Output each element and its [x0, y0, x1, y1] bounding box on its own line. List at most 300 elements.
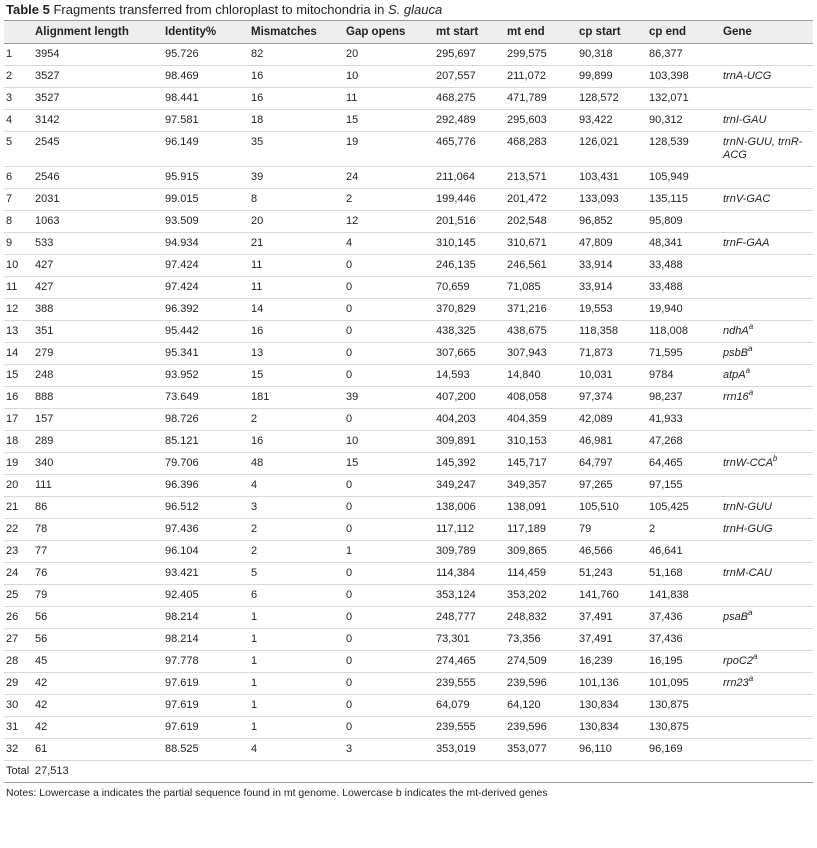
gap-opens-cell: 10 [344, 66, 434, 88]
empty-cell [249, 761, 344, 783]
identity-cell: 85.121 [163, 431, 249, 453]
mt-start-cell: 70,659 [434, 277, 505, 299]
gene-cell [721, 66, 813, 88]
mismatches-cell: 11 [249, 277, 344, 299]
mismatches-cell: 6 [249, 585, 344, 607]
mismatches-cell: 1 [249, 673, 344, 695]
gap-opens-cell: 19 [344, 132, 434, 167]
table-caption [4, 0, 813, 19]
mt-start-cell: 64,079 [434, 695, 505, 717]
total-value: 27,513 [33, 761, 163, 783]
cp-start-cell: 79 [577, 519, 647, 541]
identity-cell: 93.952 [163, 365, 249, 387]
mt-start-cell: 73,301 [434, 629, 505, 651]
mismatches-cell: 16 [249, 431, 344, 453]
mt-end-cell: 213,571 [505, 167, 577, 189]
mt-end-cell: 299,575 [505, 44, 577, 66]
gap-opens-header: Gap opens [344, 21, 434, 44]
gene-cell [721, 717, 813, 739]
identity-cell: 79.706 [163, 453, 249, 475]
table-row [4, 475, 813, 497]
row-number-cell: 25 [4, 585, 33, 607]
mt-end-cell: 371,216 [505, 299, 577, 321]
identity-cell: 96.392 [163, 299, 249, 321]
gap-opens-cell: 0 [344, 343, 434, 365]
empty-cell [721, 761, 813, 783]
mt-end-cell: 248,832 [505, 607, 577, 629]
identity-cell: 98.214 [163, 629, 249, 651]
mt-start-cell: 239,555 [434, 717, 505, 739]
table-row [4, 233, 813, 255]
identity-header: Identity% [163, 21, 249, 44]
table-row [4, 167, 813, 189]
identity-cell: 97.424 [163, 255, 249, 277]
table-notes: Notes: Lowercase a indicates the partial sequence found in mt genome. Lowercase b indicates the mt-derived genes [6, 787, 548, 799]
gene-name: trnI-GAU [723, 114, 767, 126]
table-header-row [4, 21, 813, 44]
row-number-cell: 24 [4, 563, 33, 585]
gap-opens-cell: 12 [344, 211, 434, 233]
row-number-cell: 3 [4, 88, 33, 110]
mismatches-cell: 1 [249, 651, 344, 673]
alignment-length-cell: 42 [33, 673, 163, 695]
alignment-length-cell: 2545 [33, 132, 163, 167]
gene-cell [721, 519, 813, 541]
cp-end-cell: 103,398 [647, 66, 721, 88]
table-row [4, 88, 813, 110]
gap-opens-cell: 0 [344, 563, 434, 585]
gene-cell [721, 167, 813, 189]
mismatches-cell: 13 [249, 343, 344, 365]
mt-end-cell: 404,359 [505, 409, 577, 431]
mt-end-cell: 14,840 [505, 365, 577, 387]
gene-cell [721, 44, 813, 66]
table-row [4, 453, 813, 475]
mt-start-header: mt start [434, 21, 505, 44]
table-row [4, 255, 813, 277]
row-number-cell: 7 [4, 189, 33, 211]
mt-start-cell: 114,384 [434, 563, 505, 585]
identity-cell: 97.424 [163, 277, 249, 299]
mt-end-cell: 239,596 [505, 717, 577, 739]
row-number-cell: 11 [4, 277, 33, 299]
cp-start-cell: 130,834 [577, 695, 647, 717]
row-number-header [4, 21, 33, 44]
cp-start-cell: 46,566 [577, 541, 647, 563]
mt-end-cell: 295,603 [505, 110, 577, 132]
table-row [4, 585, 813, 607]
gene-cell [721, 585, 813, 607]
identity-cell: 99.015 [163, 189, 249, 211]
alignment-length-cell: 56 [33, 629, 163, 651]
gene-cell [721, 453, 813, 475]
row-number-cell: 14 [4, 343, 33, 365]
gene-name: rpoC2 [723, 655, 753, 667]
cp-start-cell: 47,809 [577, 233, 647, 255]
alignment-length-cell: 42 [33, 717, 163, 739]
row-number-cell: 4 [4, 110, 33, 132]
identity-cell: 96.104 [163, 541, 249, 563]
footnote-marker: b [772, 454, 778, 463]
table-row [4, 387, 813, 409]
gap-opens-cell: 39 [344, 387, 434, 409]
cp-start-cell: 16,239 [577, 651, 647, 673]
gap-opens-cell: 0 [344, 717, 434, 739]
mt-end-cell: 145,717 [505, 453, 577, 475]
mt-start-cell: 309,789 [434, 541, 505, 563]
table-row [4, 211, 813, 233]
mt-start-cell: 310,145 [434, 233, 505, 255]
gene-cell [721, 365, 813, 387]
mismatches-cell: 4 [249, 739, 344, 761]
cp-end-cell: 118,008 [647, 321, 721, 343]
alignment-length-cell: 78 [33, 519, 163, 541]
table-body [4, 44, 813, 783]
mt-end-cell: 239,596 [505, 673, 577, 695]
alignment-length-cell: 157 [33, 409, 163, 431]
gene-name: trnA-UCG [723, 70, 772, 82]
empty-cell [505, 761, 577, 783]
empty-cell [577, 761, 647, 783]
gene-cell [721, 233, 813, 255]
gap-opens-cell: 10 [344, 431, 434, 453]
mt-start-cell: 207,557 [434, 66, 505, 88]
alignment-length-cell: 77 [33, 541, 163, 563]
cp-end-cell: 19,940 [647, 299, 721, 321]
footnote-marker: a [748, 322, 754, 331]
identity-cell: 98.441 [163, 88, 249, 110]
mt-end-cell: 274,509 [505, 651, 577, 673]
gene-cell [721, 88, 813, 110]
identity-cell: 93.421 [163, 563, 249, 585]
gap-opens-cell: 0 [344, 585, 434, 607]
mt-end-cell: 138,091 [505, 497, 577, 519]
mismatches-cell: 39 [249, 167, 344, 189]
identity-cell: 92.405 [163, 585, 249, 607]
cp-end-cell: 46,641 [647, 541, 721, 563]
cp-end-cell: 41,933 [647, 409, 721, 431]
mt-start-cell: 117,112 [434, 519, 505, 541]
cp-start-cell: 37,491 [577, 629, 647, 651]
gene-name: atpA [723, 369, 746, 381]
cp-start-cell: 42,089 [577, 409, 647, 431]
gene-name: trnW-CCA [723, 457, 773, 469]
mt-end-cell: 468,283 [505, 132, 577, 167]
identity-cell: 96.149 [163, 132, 249, 167]
identity-cell: 93.509 [163, 211, 249, 233]
identity-cell: 96.512 [163, 497, 249, 519]
empty-cell [434, 761, 505, 783]
row-number-cell: 2 [4, 66, 33, 88]
cp-start-cell: 97,265 [577, 475, 647, 497]
alignment-length-cell: 86 [33, 497, 163, 519]
gene-name: rrn16 [723, 391, 749, 403]
mt-start-cell: 407,200 [434, 387, 505, 409]
identity-cell: 97.581 [163, 110, 249, 132]
identity-cell: 97.619 [163, 673, 249, 695]
mt-start-cell: 145,392 [434, 453, 505, 475]
table-row [4, 321, 813, 343]
gene-cell [721, 695, 813, 717]
alignment-length-header: Alignment length [33, 21, 163, 44]
row-number-cell: 27 [4, 629, 33, 651]
identity-cell: 98.214 [163, 607, 249, 629]
mismatches-cell: 16 [249, 321, 344, 343]
mt-start-cell: 295,697 [434, 44, 505, 66]
alignment-length-cell: 248 [33, 365, 163, 387]
cp-start-cell: 105,510 [577, 497, 647, 519]
mismatches-cell: 16 [249, 66, 344, 88]
identity-cell: 97.619 [163, 717, 249, 739]
cp-end-cell: 16,195 [647, 651, 721, 673]
cp-start-cell: 128,572 [577, 88, 647, 110]
cp-end-cell: 51,168 [647, 563, 721, 585]
gene-cell [721, 343, 813, 365]
mismatches-cell: 16 [249, 88, 344, 110]
footnote-marker: a [748, 388, 754, 397]
mt-start-cell: 404,203 [434, 409, 505, 431]
mt-start-cell: 353,124 [434, 585, 505, 607]
cp-end-cell: 33,488 [647, 255, 721, 277]
mismatches-cell: 21 [249, 233, 344, 255]
table-row [4, 695, 813, 717]
gene-cell [721, 211, 813, 233]
gap-opens-cell: 2 [344, 189, 434, 211]
row-number-cell: 13 [4, 321, 33, 343]
row-number-cell: 31 [4, 717, 33, 739]
mismatches-cell: 1 [249, 629, 344, 651]
row-number-cell: 20 [4, 475, 33, 497]
table-row [4, 739, 813, 761]
cp-start-cell: 93,422 [577, 110, 647, 132]
footnote-marker: a [748, 608, 753, 617]
table-row [4, 673, 813, 695]
mismatches-cell: 3 [249, 497, 344, 519]
table-row [4, 299, 813, 321]
table-row [4, 717, 813, 739]
identity-cell: 98.726 [163, 409, 249, 431]
identity-cell: 98.469 [163, 66, 249, 88]
cp-end-cell: 71,595 [647, 343, 721, 365]
gap-opens-cell: 0 [344, 519, 434, 541]
cp-end-cell: 2 [647, 519, 721, 541]
mt-start-cell: 465,776 [434, 132, 505, 167]
cp-end-cell: 37,436 [647, 629, 721, 651]
empty-cell [163, 761, 249, 783]
cp-start-cell: 46,981 [577, 431, 647, 453]
identity-cell: 95.726 [163, 44, 249, 66]
cp-end-cell: 98,237 [647, 387, 721, 409]
footnote-marker: a [752, 652, 758, 661]
caption-text: Fragments transferred from chloroplast to mitochondria in [53, 2, 385, 17]
cp-end-cell: 128,539 [647, 132, 721, 167]
cp-end-cell: 86,377 [647, 44, 721, 66]
gene-name: trnN-GUU, trnR-ACG [723, 136, 803, 161]
table-row [4, 44, 813, 66]
gene-cell [721, 541, 813, 563]
alignment-length-cell: 2031 [33, 189, 163, 211]
alignment-length-cell: 56 [33, 607, 163, 629]
mt-start-cell: 199,446 [434, 189, 505, 211]
cp-end-cell: 135,115 [647, 189, 721, 211]
footnote-marker: a [748, 674, 754, 683]
cp-start-cell: 97,374 [577, 387, 647, 409]
mt-end-cell: 201,472 [505, 189, 577, 211]
mt-end-cell: 309,865 [505, 541, 577, 563]
cp-start-cell: 133,093 [577, 189, 647, 211]
identity-cell: 95.915 [163, 167, 249, 189]
mt-end-cell: 246,561 [505, 255, 577, 277]
cp-start-cell: 19,553 [577, 299, 647, 321]
cp-end-cell: 141,838 [647, 585, 721, 607]
gap-opens-cell: 4 [344, 233, 434, 255]
gene-cell [721, 132, 813, 167]
identity-cell: 95.341 [163, 343, 249, 365]
cp-start-cell: 64,797 [577, 453, 647, 475]
row-number-cell: 28 [4, 651, 33, 673]
cp-end-cell: 132,071 [647, 88, 721, 110]
gene-name: trnV-GAC [723, 193, 771, 205]
gene-cell [721, 629, 813, 651]
identity-cell: 88.525 [163, 739, 249, 761]
cp-start-cell: 96,110 [577, 739, 647, 761]
mt-start-cell: 438,325 [434, 321, 505, 343]
footnote-marker: a [748, 344, 753, 353]
alignment-length-cell: 111 [33, 475, 163, 497]
gene-cell [721, 110, 813, 132]
identity-cell: 97.778 [163, 651, 249, 673]
gap-opens-cell: 15 [344, 453, 434, 475]
mismatches-header: Mismatches [249, 21, 344, 44]
cp-end-cell: 105,425 [647, 497, 721, 519]
row-number-cell: 6 [4, 167, 33, 189]
footnote-marker: a [745, 366, 751, 375]
gene-cell [721, 431, 813, 453]
mismatches-cell: 2 [249, 519, 344, 541]
alignment-length-cell: 888 [33, 387, 163, 409]
gap-opens-cell: 0 [344, 255, 434, 277]
mismatches-cell: 1 [249, 695, 344, 717]
cp-end-cell: 97,155 [647, 475, 721, 497]
cp-end-cell: 130,875 [647, 695, 721, 717]
gene-name: rrn23 [723, 677, 749, 689]
table-row [4, 343, 813, 365]
mt-end-cell: 202,548 [505, 211, 577, 233]
cp-end-cell: 96,169 [647, 739, 721, 761]
gene-cell [721, 387, 813, 409]
row-number-cell: 30 [4, 695, 33, 717]
mt-start-cell: 274,465 [434, 651, 505, 673]
row-number-cell: 21 [4, 497, 33, 519]
gene-cell [721, 739, 813, 761]
alignment-length-cell: 3954 [33, 44, 163, 66]
alignment-length-cell: 3527 [33, 88, 163, 110]
mt-end-cell: 64,120 [505, 695, 577, 717]
gap-opens-cell: 0 [344, 607, 434, 629]
identity-cell: 95.442 [163, 321, 249, 343]
mt-end-cell: 117,189 [505, 519, 577, 541]
mismatches-cell: 5 [249, 563, 344, 585]
gap-opens-cell: 3 [344, 739, 434, 761]
row-number-cell: 32 [4, 739, 33, 761]
cp-end-cell: 101,095 [647, 673, 721, 695]
cp-start-cell: 90,318 [577, 44, 647, 66]
cp-start-cell: 71,873 [577, 343, 647, 365]
table-row [4, 541, 813, 563]
cp-start-cell: 33,914 [577, 277, 647, 299]
mismatches-cell: 20 [249, 211, 344, 233]
gene-cell [721, 409, 813, 431]
alignment-length-cell: 42 [33, 695, 163, 717]
table-row [4, 110, 813, 132]
mt-start-cell: 309,891 [434, 431, 505, 453]
cp-start-cell: 103,431 [577, 167, 647, 189]
mt-start-cell: 138,006 [434, 497, 505, 519]
mt-start-cell: 370,829 [434, 299, 505, 321]
cp-start-cell: 126,021 [577, 132, 647, 167]
gene-cell [721, 255, 813, 277]
table-row [4, 651, 813, 673]
cp-end-cell: 130,875 [647, 717, 721, 739]
cp-end-cell: 48,341 [647, 233, 721, 255]
row-number-cell: 17 [4, 409, 33, 431]
row-number-cell: 18 [4, 431, 33, 453]
table-row [4, 66, 813, 88]
cp-start-cell: 99,899 [577, 66, 647, 88]
alignment-length-cell: 289 [33, 431, 163, 453]
gap-opens-cell: 0 [344, 409, 434, 431]
total-row [4, 761, 813, 783]
cp-start-header: cp start [577, 21, 647, 44]
row-number-cell: 5 [4, 132, 33, 167]
mismatches-cell: 1 [249, 607, 344, 629]
gap-opens-cell: 0 [344, 277, 434, 299]
empty-cell [344, 761, 434, 783]
mt-start-cell: 14,593 [434, 365, 505, 387]
gene-cell [721, 673, 813, 695]
mt-end-cell: 310,153 [505, 431, 577, 453]
mismatches-cell: 18 [249, 110, 344, 132]
table-row [4, 409, 813, 431]
mt-start-cell: 239,555 [434, 673, 505, 695]
cp-end-cell: 105,949 [647, 167, 721, 189]
cp-end-cell: 9784 [647, 365, 721, 387]
mt-start-cell: 211,064 [434, 167, 505, 189]
gene-name: trnF-GAA [723, 237, 770, 249]
cp-end-cell: 95,809 [647, 211, 721, 233]
mt-start-cell: 307,665 [434, 343, 505, 365]
mt-end-cell: 73,356 [505, 629, 577, 651]
gene-name: trnN-GUU [723, 501, 772, 513]
mt-end-cell: 408,058 [505, 387, 577, 409]
cp-end-header: cp end [647, 21, 721, 44]
total-label: Total [4, 761, 33, 783]
mt-end-cell: 114,459 [505, 563, 577, 585]
gap-opens-cell: 0 [344, 365, 434, 387]
alignment-length-cell: 76 [33, 563, 163, 585]
alignment-length-cell: 61 [33, 739, 163, 761]
table-row [4, 277, 813, 299]
mt-end-cell: 307,943 [505, 343, 577, 365]
mismatches-cell: 2 [249, 409, 344, 431]
alignment-length-cell: 79 [33, 585, 163, 607]
cp-start-cell: 37,491 [577, 607, 647, 629]
cp-end-cell: 37,436 [647, 607, 721, 629]
cp-start-cell: 118,358 [577, 321, 647, 343]
gap-opens-cell: 1 [344, 541, 434, 563]
alignment-length-cell: 2546 [33, 167, 163, 189]
mt-end-cell: 353,202 [505, 585, 577, 607]
